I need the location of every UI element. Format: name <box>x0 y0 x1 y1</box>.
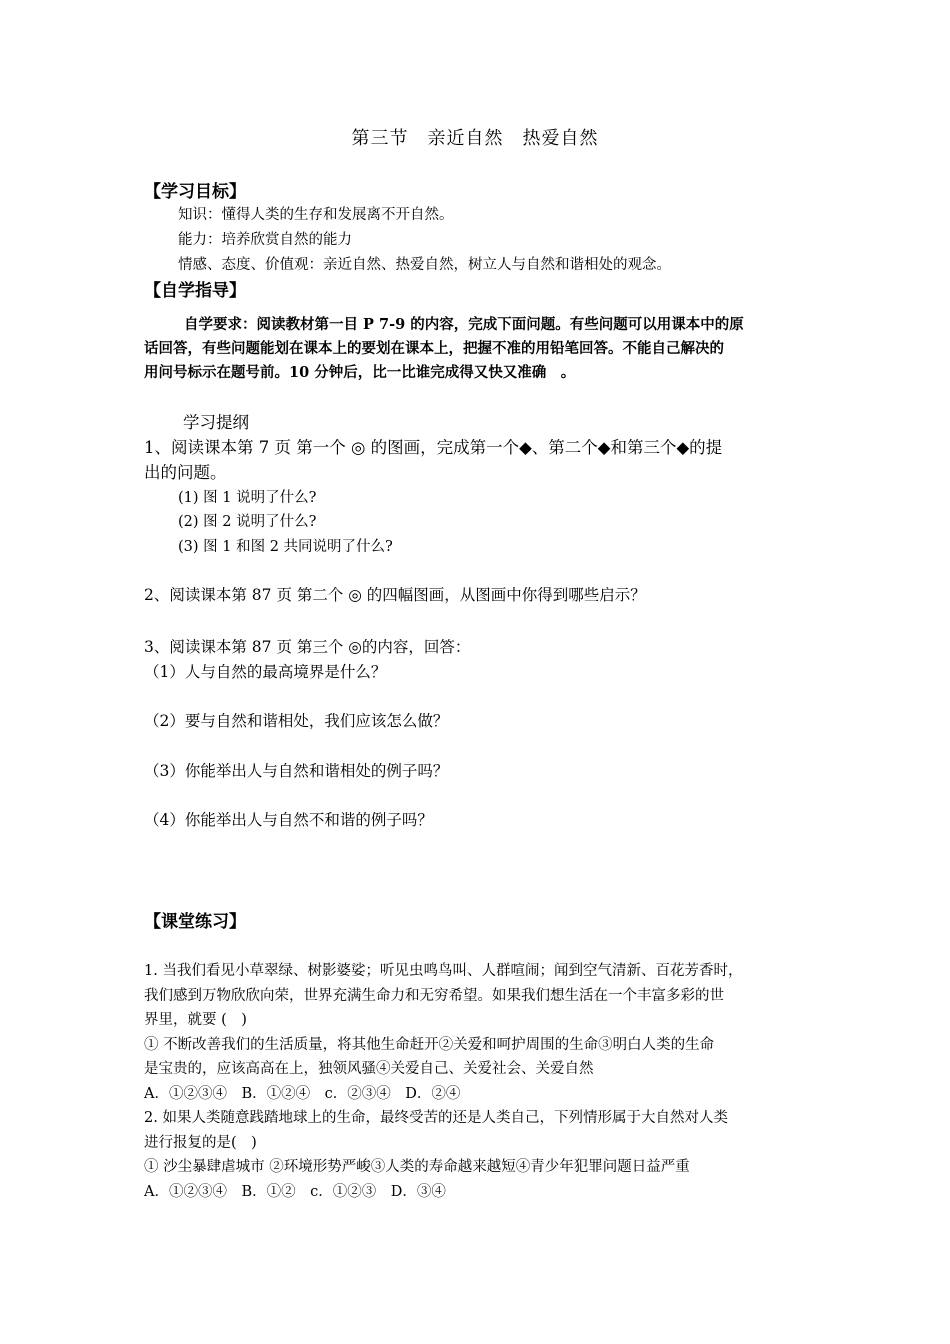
objective-ability: 能力：培养欣赏自然的能力 <box>178 232 352 248</box>
practice-line: 进行报复的是( ) <box>144 1135 257 1151</box>
practice-line: 是宝贵的，应该高高在上，独领风骚④关爱自己、关爱社会、关爱自然 <box>144 1061 594 1077</box>
practice-options: A．①②③④ B．①②④ c．②③④ D．②④ <box>144 1086 461 1102</box>
objective-knowledge: 知识：懂得人类的生存和发展离不开自然。 <box>178 207 454 223</box>
practice-line: ① 不断改善我们的生活质量，将其他生命赶开②关爱和呵护周围的生命③明白人类的生命 <box>144 1037 715 1053</box>
question-3: 3、阅读课本第 87 页 第三个 ◎的内容，回答： <box>144 638 471 656</box>
practice-line: 1. 当我们看见小草翠绿、树影婆娑；听见虫鸣鸟叫、人群喧闹；闻到空气清新、百花芳香时， <box>144 963 743 979</box>
requirement-line: 用问号标示在题号前。10 分钟后，比一比谁完成得又快又准确 。 <box>144 364 576 381</box>
practice-line: 界里，就要 ( ) <box>144 1012 247 1028</box>
question-1-cont: 出的问题。 <box>144 463 227 482</box>
question-3-sub: （2）要与自然和谐相处，我们应该怎么做？ <box>144 712 449 730</box>
practice-line: 2. 如果人类随意践踏地球上的生命，最终受苦的还是人类自己，下列情形属于大自然对人类 <box>144 1110 728 1126</box>
question-3-sub: （1）人与自然的最高境界是什么？ <box>144 663 387 681</box>
question-1-sub: (1) 图 1 说明了什么? <box>178 490 317 506</box>
practice-heading: 【课堂练习】 <box>144 912 246 932</box>
objectives-heading: 【学习目标】 <box>144 182 246 202</box>
question-3-sub: （3）你能举出人与自然和谐相处的例子吗？ <box>144 762 449 780</box>
practice-options: A．①②③④ B．①② c．①②③ D．③④ <box>144 1184 446 1200</box>
question-3-sub: （4）你能举出人与自然不和谐的例子吗？ <box>144 811 433 829</box>
objective-attitude: 情感、态度、价值观：亲近自然、热爱自然，树立人与自然和谐相处的观念。 <box>178 257 671 273</box>
question-1: 1、阅读课本第 7 页 第一个 ◎ 的图画，完成第一个◆、第二个◆和第三个◆的提 <box>144 438 723 457</box>
question-2: 2、阅读课本第 87 页 第二个 ◎ 的四幅图画，从图画中你得到哪些启示？ <box>144 586 646 604</box>
requirement-line: 自学要求：阅读教材第一目 P 7-9 的内容，完成下面问题。有些问题可以用课本中的原 <box>184 316 744 333</box>
self-study-heading: 【自学指导】 <box>144 281 246 301</box>
outline-label: 学习提纲 <box>183 413 249 432</box>
requirement-line: 话回答，有些问题能划在课本上的要划在课本上，把握不准的用铅笔回答。不能自己解决的 <box>144 340 724 357</box>
question-1-sub: (3) 图 1 和图 2 共同说明了什么? <box>178 539 393 555</box>
practice-line: ① 沙尘暴肆虐城市 ②环境形势严峻③人类的寿命越来越短④青少年犯罪问题日益严重 <box>144 1159 690 1175</box>
page-title: 第三节 亲近自然 热爱自然 <box>351 128 599 149</box>
practice-line: 我们感到万物欣欣向荣，世界充满生命力和无穷希望。如果我们想生活在一个丰富多彩的世 <box>144 988 724 1004</box>
question-1-sub: (2) 图 2 说明了什么? <box>178 514 317 530</box>
